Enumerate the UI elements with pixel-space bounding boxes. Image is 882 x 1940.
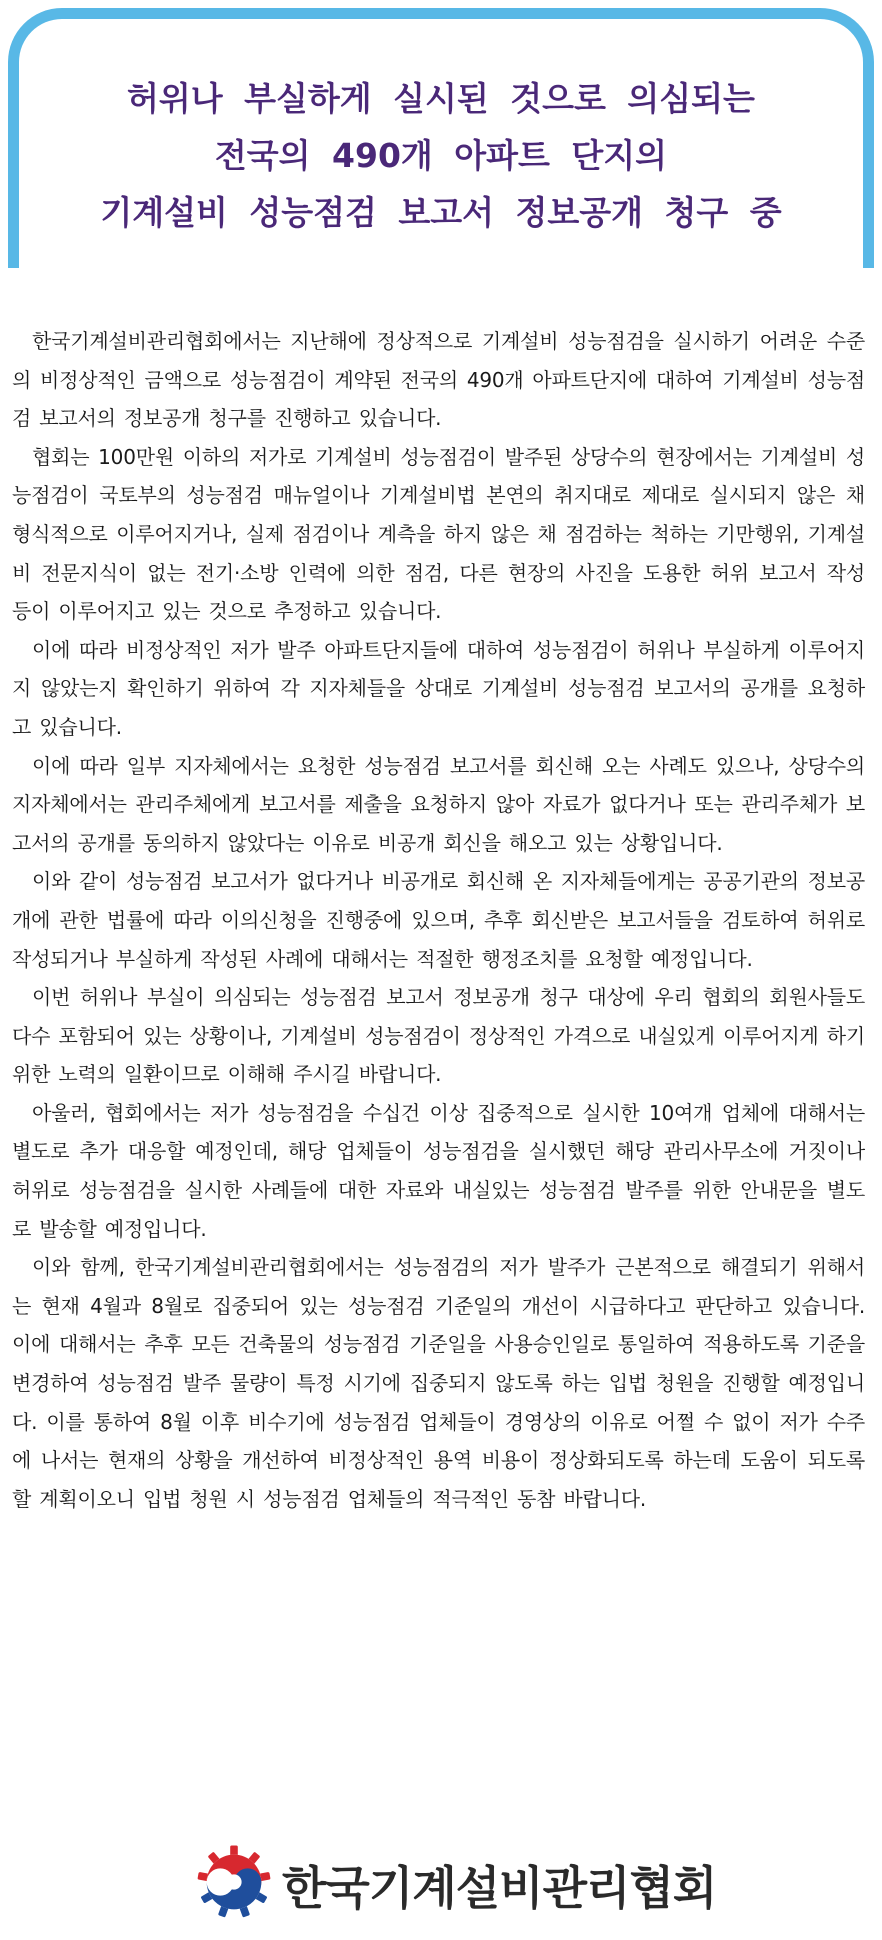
paragraph: 한국기계설비관리협회에서는 지난해에 정상적으로 기계설비 성능점검을 실시하기 어려운 수준의 비정상적인 금액으로 성능점검이 계약된 전국의 490개 아파트단지에 대하여 기계설비 성능점검 보고서의 정보공개 청구를 진행하고 있습니다.: [12, 329, 865, 431]
title-line: 허위나 부실하게 실시된 것으로 의심되는: [127, 79, 755, 118]
org-name: 한국기계설비관리협회: [282, 1861, 717, 1915]
paragraph: 아울러, 협회에서는 저가 성능점검을 수십건 이상 집중적으로 실시한 10여개 업체에 대해서는 별도로 추가 대응할 예정인데, 해당 업체들이 성능점검을 실시했던 해당 관리사무소에 거짓이나 허위로 성능점검을 실시한 사례들에 대한 자료와 내실있는 성능점검 발주를 위한 안내문을 별도로 발송할 예정입니다.: [12, 1100, 865, 1241]
gear-logo-icon: [196, 1844, 272, 1920]
paragraph: 이에 따라 일부 지자체에서는 요청한 성능점검 보고서를 회신해 오는 사례도 있으나, 상당수의 지자체에서는 관리주체에게 보고서를 제출을 요청하지 않아 자료가 없다거나 또는 관리주체가 보고서의 공개를 동의하지 않았다는 이유로 비공개 회신을 해오고 있는 상황입니다.: [12, 753, 865, 855]
paragraph: 이와 함께, 한국기계설비관리협회에서는 성능점검의 저가 발주가 근본적으로 해결되기 위해서는 현재 4월과 8월로 집중되어 있는 성능점검 기준일의 개선이 시급하다고 판단하고 있습니다. 이에 대해서는 추후 모든 건축물의 성능점검 기준일을 사용승인일로 통일하여 적용하도록 기준을 변경하여 성능점검 발주 물량이 특정 시기에 집중되지 않도록 하는 입법 청원을 진행할 예정입니다. 이를 통하여 8월 이후 비수기에 성능점검 업체들이 경영상의 이유로 어쩔 수 없이 저가 수주에 나서는 현재의 상황을 개선하여 비정상적인 용역 비용이 정상화되도록 하는데 도움이 되도록 할 계획이오니 입법 청원 시 성능점검 업체들의 적극적인 동참 바랍니다.: [12, 1255, 865, 1511]
paragraph: 이에 따라 비정상적인 저가 발주 아파트단지들에 대하여 성능점검이 허위나 부실하게 이루어지지 않았는지 확인하기 위하여 각 지자체들을 상대로 기계설비 성능점검 보고서의 공개를 요청하고 있습니다.: [12, 637, 865, 739]
paragraph: 이번 허위나 부실이 의심되는 성능점검 보고서 정보공개 청구 대상에 우리 협회의 회원사들도 다수 포함되어 있는 상황이나, 기계설비 성능점검이 정상적인 가격으로 내실있게 이루어지게 하기 위한 노력의 일환이므로 이해해 주시길 바랍니다.: [12, 985, 865, 1087]
article-body: [12, 322, 865, 1518]
paragraph: 이와 같이 성능점검 보고서가 없다거나 비공개로 회신해 온 지자체들에게는 공공기관의 정보공개에 관한 법률에 따라 이의신청을 진행중에 있으며, 추후 회신받은 보고서들을 검토하여 허위로 작성되거나 부실하게 작성된 사례에 대해서는 적절한 행정조치를 요청할 예정입니다.: [12, 869, 865, 971]
footer-logo: [0, 1836, 882, 1926]
page-title: [20, 70, 862, 241]
paragraph: 협회는 100만원 이하의 저가로 기계설비 성능점검이 발주된 상당수의 현장에서는 기계설비 성능점검이 국토부의 성능점검 매뉴얼이나 기계설비법 본연의 취지대로 제대로 실시되지 않은 채 형식적으로 이루어지거나, 실제 점검이나 계측을 하지 않은 채 점검하는 척하는 기만행위, 기계설비 전문지식이 없는 전기·소방 인력에 의한 점검, 다른 현장의 사진을 도용한 허위 보고서 작성 등이 이루어지고 있는 것으로 추정하고 있습니다.: [12, 444, 865, 624]
title-line: 전국의 490개 아파트 단지의: [214, 136, 668, 175]
title-line: 기계설비 성능점검 보고서 정보공개 청구 중: [100, 193, 782, 232]
